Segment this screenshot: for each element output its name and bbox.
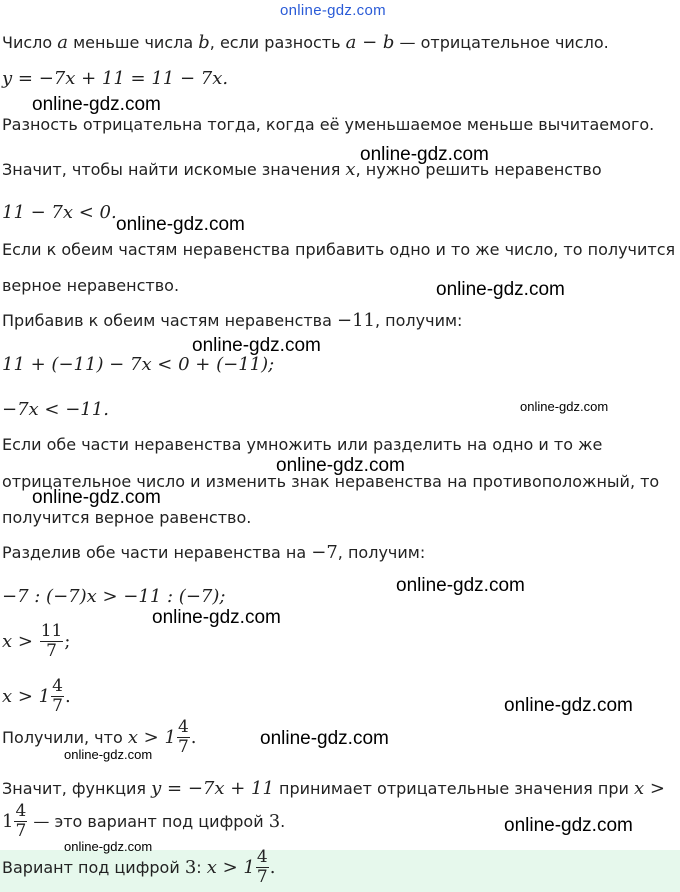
text-line-20	[2, 802, 285, 841]
watermark-small: online-gdz.com	[520, 399, 609, 414]
fraction	[40, 622, 64, 661]
text-line-8	[2, 311, 462, 331]
watermark: online-gdz.com	[32, 94, 161, 115]
text: , получим:	[337, 543, 426, 562]
watermark-top: online-gdz.com	[280, 2, 386, 19]
text: Прибавив к обеим частям неравенства	[2, 311, 337, 330]
text-line-11: Если обе части неравенства умножить или разделить на одно и то же	[2, 435, 603, 454]
math-expr: x > 1	[2, 686, 51, 707]
watermark: online-gdz.com	[32, 487, 161, 508]
math-expr: x > 1	[127, 727, 176, 748]
watermark: online-gdz.com	[504, 695, 633, 716]
text-line-13: получится верное равенство.	[2, 508, 252, 527]
watermark: online-gdz.com	[396, 575, 525, 596]
math-expr: x >	[2, 631, 39, 652]
text: Значит, функция	[2, 779, 152, 798]
fraction	[177, 718, 190, 757]
math-line-15: −7 : (−7)x > −11 : (−7);	[2, 586, 226, 607]
math-expr: x >	[633, 778, 665, 799]
math-var: x	[345, 159, 356, 180]
denominator: 7	[40, 641, 64, 661]
math-var: a	[57, 32, 68, 53]
punct: .	[64, 686, 71, 707]
numerator: 4	[52, 676, 63, 696]
text: Разделив обе части неравенства на	[2, 543, 312, 562]
text-line-4	[2, 160, 602, 180]
text-line-6: Если к обеим частям неравенства прибавить одно и то же число, то получится	[2, 240, 676, 259]
punct: ;	[64, 631, 71, 652]
punct: :	[196, 858, 207, 877]
text: Значит, чтобы найти искомые значения	[2, 160, 346, 179]
answer-line	[2, 848, 275, 887]
text: , нужно решить неравенство	[355, 160, 602, 179]
numerator: 4	[256, 847, 268, 867]
math-expr: y = −7x + 11	[151, 778, 274, 799]
watermark: online-gdz.com	[116, 214, 245, 235]
text-line-12: отрицательное число и изменить знак неравенства на противоположный, то	[2, 472, 660, 491]
text-line-3: Разность отрицательна тогда, когда её уменьшаемое меньше вычитаемого.	[2, 115, 655, 134]
text-line-1	[2, 33, 609, 53]
denominator: 7	[256, 867, 268, 887]
denominator: 7	[52, 696, 63, 716]
math-number: 3	[268, 811, 281, 832]
punct: .	[280, 812, 286, 831]
text-line-14	[2, 543, 425, 563]
fraction	[256, 848, 269, 887]
text-line-19	[2, 779, 665, 799]
math-expr: x > 1	[206, 857, 255, 878]
text: , если разность	[209, 33, 346, 52]
text: — отрицательное число.	[394, 33, 609, 52]
watermark: online-gdz.com	[276, 455, 405, 476]
watermark-small: online-gdz.com	[64, 839, 153, 854]
numerator: 11	[40, 621, 63, 641]
text: Получили, что	[2, 728, 128, 747]
math-line-17	[2, 677, 71, 716]
denominator: 7	[15, 821, 27, 841]
math-expr: a − b	[345, 32, 395, 53]
math-number: −11	[337, 310, 375, 331]
punct: .	[269, 857, 276, 878]
text: меньше числа	[68, 33, 199, 52]
math-line-10: −7x < −11.	[2, 399, 109, 420]
math-line-2: y = −7x + 11 = 11 − 7x.	[2, 68, 229, 89]
watermark: online-gdz.com	[152, 607, 281, 628]
text: принимает отрицательные значения при	[273, 779, 634, 798]
text: Число	[2, 33, 58, 52]
denominator: 7	[177, 737, 189, 757]
watermark: online-gdz.com	[360, 144, 489, 165]
numerator: 4	[177, 717, 189, 737]
watermark: online-gdz.com	[260, 728, 389, 749]
fraction	[51, 677, 64, 716]
text-line-7: верное неравенство.	[2, 276, 180, 295]
watermark-small: online-gdz.com	[64, 747, 153, 762]
watermark: online-gdz.com	[436, 279, 565, 300]
punct: .	[190, 727, 197, 748]
numerator: 4	[15, 801, 27, 821]
fraction	[14, 802, 27, 841]
watermark: online-gdz.com	[504, 815, 633, 836]
text: — это вариант под цифрой	[28, 812, 269, 831]
watermark: online-gdz.com	[192, 335, 321, 356]
text: , получим:	[375, 311, 463, 330]
text: Вариант под цифрой	[2, 858, 185, 877]
math-line-9: 11 + (−11) − 7x < 0 + (−11);	[2, 354, 275, 375]
math-number: 3	[184, 857, 197, 878]
math-line-5: 11 − 7x < 0.	[2, 202, 117, 223]
math-number: −7	[311, 542, 338, 563]
math-number: 1	[2, 811, 14, 832]
math-var: b	[198, 32, 210, 53]
math-line-16	[2, 622, 70, 661]
